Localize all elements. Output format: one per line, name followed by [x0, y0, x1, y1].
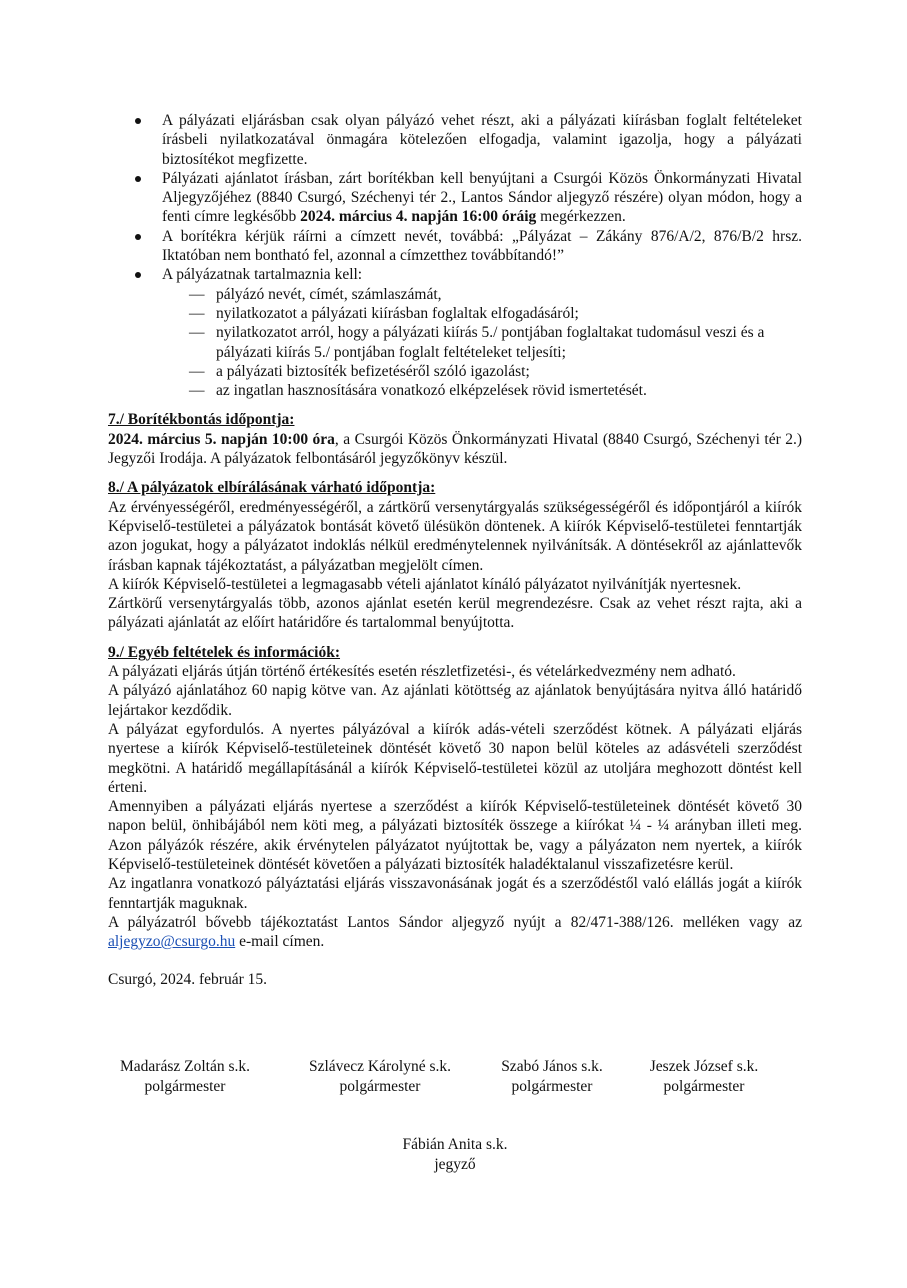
section-7-body — [108, 430, 802, 469]
contact-paragraph — [108, 913, 802, 952]
signer-title: jegyző — [434, 1156, 476, 1173]
email-link[interactable]: aljegyzo@csurgo.hu — [108, 933, 236, 951]
paragraph: Az érvényességéről, eredményességéről, a zártkörű versenytárgyalás szükségességéről és időpontjáról a kiírók Képviselő-testületei a pályázatok bontását követő ülésükön döntenek. A kiírók Képviselő-testületei fenntartják azon jogukat, hogy a pályázatot indoklás nélkül eredménytelennek nyilvánítsák. A döntésekről az ajánlattevők írásban kapnak tájékoztatást, a pályázatban megjelölt címen. — [108, 498, 802, 574]
signer-title: polgármester — [663, 1078, 745, 1095]
signer-title: polgármester — [144, 1078, 226, 1095]
signature-block — [636, 1057, 772, 1097]
section-8-title: 8./ A pályázatok elbírálásának várható időpontja — [108, 479, 431, 497]
item-text: nyilatkozatot a pályázati kiírásban foglaltak elfogadásáról; — [216, 304, 579, 322]
bullet-text: Pályázati ajánlatot írásban, zárt borítékban kell benyújtani a Csurgói Közös Önkormányzati Hivatal Aljegyzőjéhez (8840 Csurgó, Széchenyi tér 2., Lantos Sándor aljegyző részére) olyan módon, hogy a fenti címre legkésőbb — [162, 169, 802, 226]
section-8-heading — [108, 478, 802, 497]
bullet-text: A pályázatnak tartalmaznia kell: — [162, 266, 363, 284]
section-7-heading: 7./ Borítékbontás időpontja: — [108, 411, 295, 429]
contact-text: A pályázatról bővebb tájékoztatást Lantos Sándor aljegyző nyújt a 82/471-388/126. melléken vagy az — [108, 913, 802, 931]
place-date: Csurgó, 2024. február 15. — [108, 971, 267, 989]
paragraph: Az ingatlanra vonatkozó pályáztatási eljárás visszavonásának jogát és a szerződéstől való elállás jogát a kiírók fenntartják maguknak. — [108, 875, 802, 912]
signer-title: polgármester — [339, 1078, 421, 1095]
document-body — [108, 111, 802, 990]
dash-icon: — — [189, 324, 205, 342]
required-contents-list — [108, 285, 802, 401]
bullet-text: A pályázati eljárásban csak olyan pályázó vehet részt, aki a pályázati kiírásban foglalt feltételeket írásbeli nyilatkozatával önmagára kötelezően elfogadja, valamint igazolja, hogy a pályázati biztosítékot megfizette. — [162, 112, 802, 168]
signature-block — [488, 1057, 616, 1097]
signer-name: Szlávecz Károlyné s.k. — [308, 1058, 452, 1075]
dash-icon: — — [189, 382, 205, 400]
list-item — [189, 362, 802, 381]
item-text: pályázó nevét, címét, számlaszámát, — [216, 285, 442, 303]
paragraph: Zártkörű versenytárgyalás több, azonos ajánlat esetén kerül megrendezésre. Csak az vehet részt rajta, aki a pályázati ajánlatát az előírt határidőre és tartalommal benyújtotta. — [108, 595, 802, 632]
bullet-list — [108, 111, 802, 285]
list-item — [108, 169, 802, 227]
paragraph: A pályázati eljárás útján történő értékesítés esetén részletfizetési-, és vételárkedvezmény nem adható. — [108, 663, 736, 681]
item-text: a pályázati biztosíték befizetéséről szóló igazolást; — [216, 362, 530, 380]
signature-block — [110, 1057, 260, 1097]
section-8-colon: : — [430, 479, 436, 497]
list-item — [108, 265, 802, 284]
contact-text: e-mail címen. — [235, 933, 325, 951]
list-item — [189, 285, 802, 304]
bullet-icon — [135, 234, 141, 240]
bullet-icon — [135, 118, 141, 124]
signature-block — [297, 1057, 463, 1097]
dash-icon: — — [189, 362, 205, 380]
paragraph: Amennyiben a pályázati eljárás nyertese a szerződést a kiírók Képviselő-testületeinek döntését követő 30 napon belül, önhibájából nem köti meg, a pályázati biztosíték összege a kiírókat ¼ - ¼ arányban illeti meg. Azon pályázók részére, akik érvénytelen pályázatot nyújtottak be, vagy a pályázaton nem nyertek, a kiírók Képviselő-testületeinek döntését követően a pályázati biztosíték haladéktalanul visszafizetésre kerül. — [108, 798, 802, 873]
list-item — [189, 381, 802, 400]
paragraph: A pályázat egyfordulós. A nyertes pályázóval a kiírók adás-vételi szerződést kötnek. A pályázati eljárás nyertese a kiírók Képviselő-testületeinek döntését követő 30 napon belül köteles az adásvételi szerződést megkötni. A határidő megállapításánál a kiírók Képviselő-testületei közül az utoljára meghozott döntést kell érteni. — [108, 720, 802, 796]
item-text: az ingatlan hasznosítására vonatkozó elképzelések rövid ismertetését. — [216, 382, 647, 400]
signer-name: Madarász Zoltán s.k. — [120, 1058, 250, 1075]
signer-name: Jeszek József s.k. — [649, 1058, 759, 1075]
bullet-text: megérkezzen. — [536, 208, 626, 226]
bullet-icon — [135, 176, 141, 182]
list-item — [189, 323, 802, 362]
deadline-bold: 2024. március 4. napján 16:00 óráig — [300, 208, 537, 226]
dash-icon: — — [189, 304, 205, 322]
section-7-text: , a Csurgói Közös Önkormányzati Hivatal (8840 Csurgó, Széchenyi tér 2.) Jegyzői Irodája. A pályázatok felbontásáról jegyzőkönyv készül. — [108, 430, 802, 468]
bullet-icon — [135, 272, 141, 278]
dash-icon: — — [189, 285, 205, 303]
list-item — [108, 111, 802, 169]
paragraph: A pályázó ajánlatához 60 napig kötve van. Az ajánlati kötöttség az ajánlatok benyújtására nyitva álló határidő lejártakor kezdődik. — [108, 682, 802, 719]
signer-title: polgármester — [511, 1078, 593, 1095]
list-item — [108, 227, 802, 266]
list-item — [189, 304, 802, 323]
bullet-text: A borítékra kérjük ráírni a címzett nevét, továbbá: „Pályázat – Zákány 876/A/2, 876/B/2 hrsz. Iktatóban nem bontható fel, azonnal a címzetthez továbbítandó!” — [162, 227, 802, 265]
opening-date-bold: 2024. március 5. napján 10:00 óra — [108, 430, 335, 448]
signer-name: Fábián Anita s.k. — [402, 1136, 508, 1153]
signer-name: Szabó János s.k. — [501, 1058, 603, 1075]
paragraph: A kiírók Képviselő-testületei a legmagasabb vételi ajánlatot kínáló pályázatot nyilvánítják nyertesnek. — [108, 575, 742, 593]
item-text: nyilatkozatot arról, hogy a pályázati kiírás 5./ pontjában foglaltakat tudomásul veszi és a pályázati kiírás 5./ pontjában foglalt feltételeket teljesíti; — [216, 324, 765, 361]
section-9-heading: 9./ Egyéb feltételek és információk: — [108, 643, 341, 661]
signature-block — [385, 1135, 525, 1175]
